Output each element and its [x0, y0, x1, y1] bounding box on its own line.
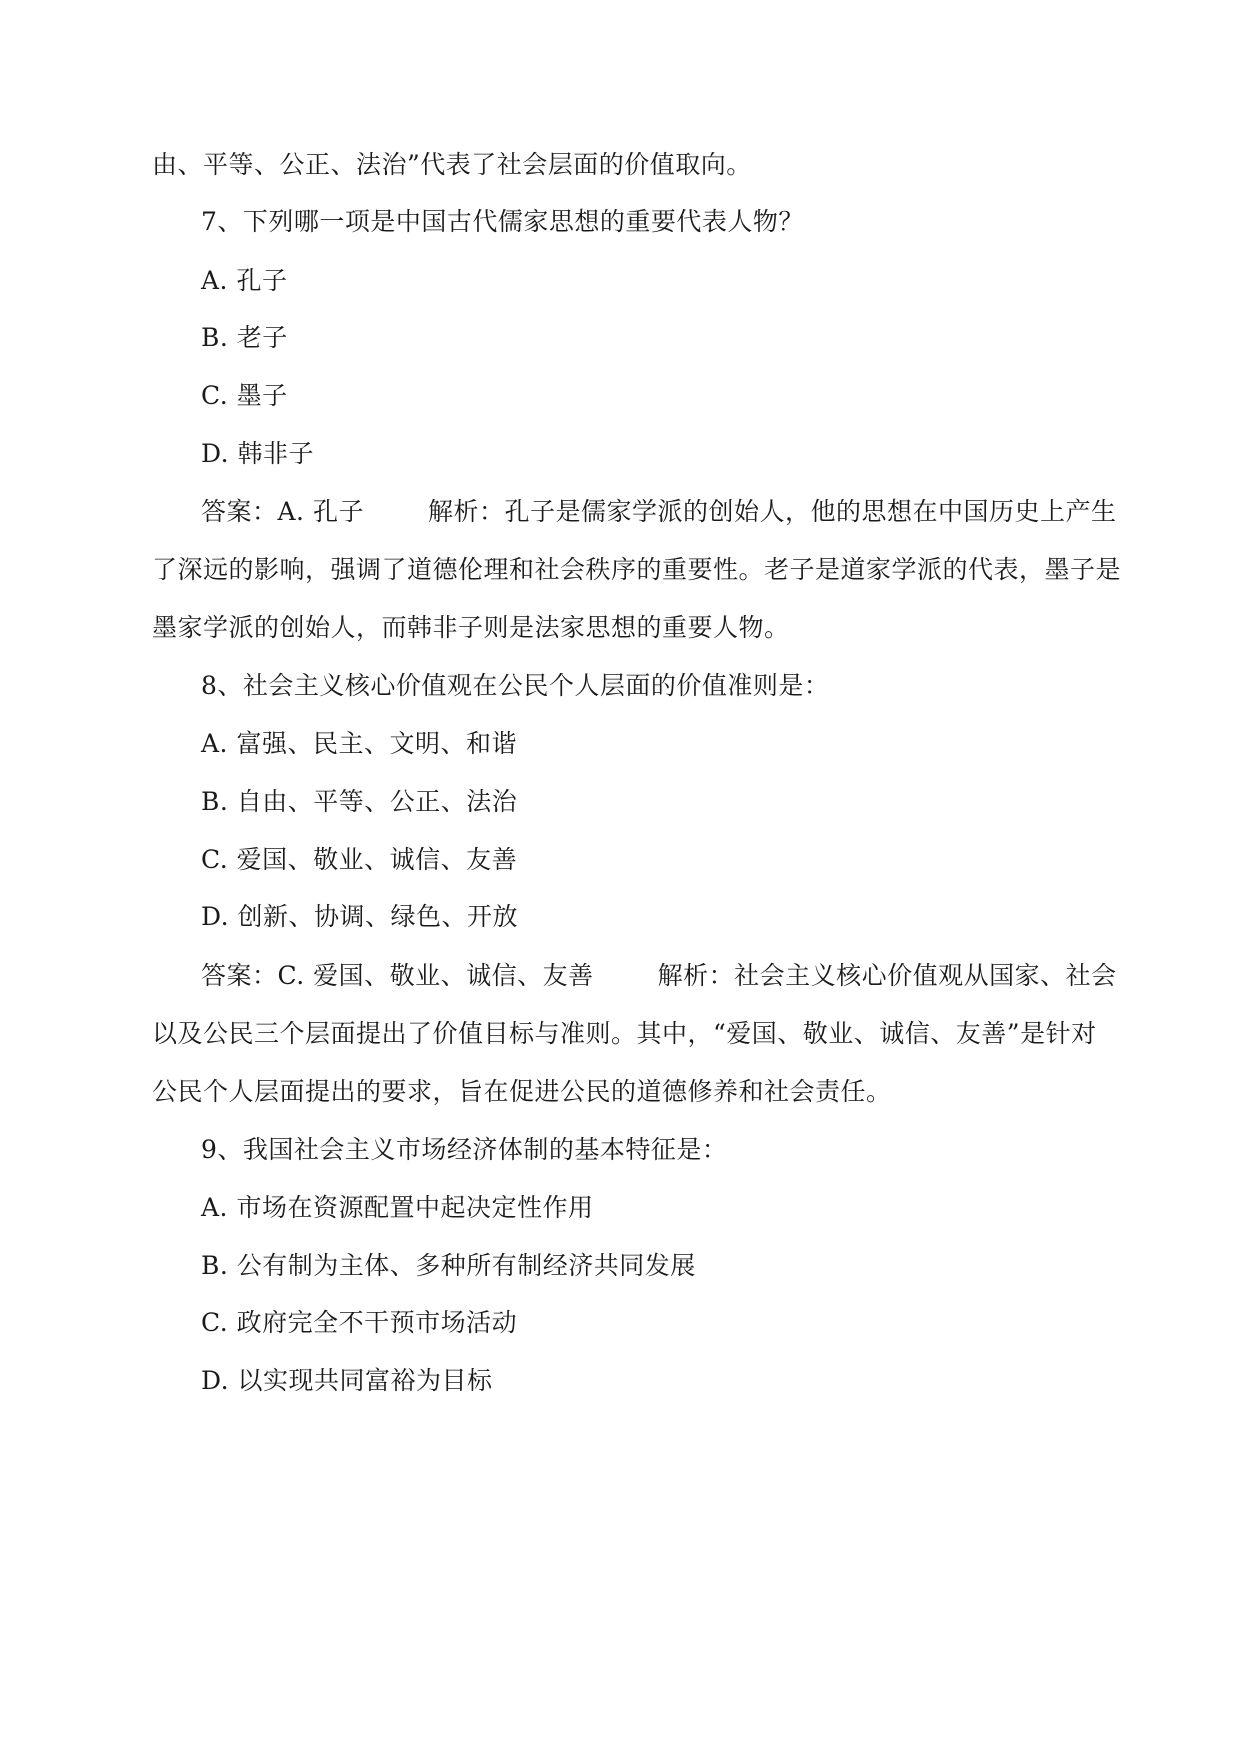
question-stem: 8、社会主义核心价值观在公民个人层面的价值准则是：	[201, 671, 830, 700]
option-a: A. 市场在资源配置中起决定性作用	[201, 1193, 594, 1222]
analysis-line: 墨家学派的创始人，而韩非子则是法家思想的重要人物。	[152, 613, 790, 642]
analysis-line: 以及公民三个层面提出了价值目标与准则。其中，“爱国、敬业、诚信、友善”是针对	[152, 1019, 1097, 1048]
question-stem: 9、我国社会主义市场经济体制的基本特征是：	[201, 1135, 728, 1164]
analysis-line: 公民个人层面提出的要求，旨在促进公民的道德修养和社会责任。	[152, 1077, 892, 1106]
analysis-text: 解析：孔子是儒家学派的创始人，他的思想在中国历史上产生	[427, 497, 1117, 526]
answer-analysis-line	[201, 961, 1117, 991]
analysis-text: 解析：社会主义核心价值观从国家、社会	[657, 961, 1117, 990]
option-c: C. 爱国、敬业、诚信、友善	[201, 845, 518, 874]
option-d: D. 以实现共同富裕为目标	[201, 1366, 493, 1395]
option-c: C. 墨子	[201, 381, 288, 410]
answer-analysis-line	[201, 497, 1116, 527]
option-d: D. 韩非子	[201, 439, 315, 468]
option-a: A. 孔子	[201, 266, 288, 295]
answer-text: 答案：A. 孔子	[201, 497, 364, 526]
option-b: B. 公有制为主体、多种所有制经济共同发展	[201, 1251, 696, 1280]
continuation-line: 由、平等、公正、法治”代表了社会层面的价值取向。	[152, 150, 752, 179]
analysis-line: 了深远的影响，强调了道德伦理和社会秩序的重要性。老子是道家学派的代表，墨子是	[152, 555, 1122, 584]
question-stem: 7、下列哪一项是中国古代儒家思想的重要代表人物？	[201, 207, 804, 236]
option-b: B. 自由、平等、公正、法治	[201, 787, 518, 816]
option-d: D. 创新、协调、绿色、开放	[201, 902, 519, 931]
option-a: A. 富强、民主、文明、和谐	[201, 729, 517, 758]
answer-text: 答案：C. 爱国、敬业、诚信、友善	[201, 961, 594, 990]
option-c: C. 政府完全不干预市场活动	[201, 1308, 518, 1337]
option-b: B. 老子	[201, 323, 288, 352]
